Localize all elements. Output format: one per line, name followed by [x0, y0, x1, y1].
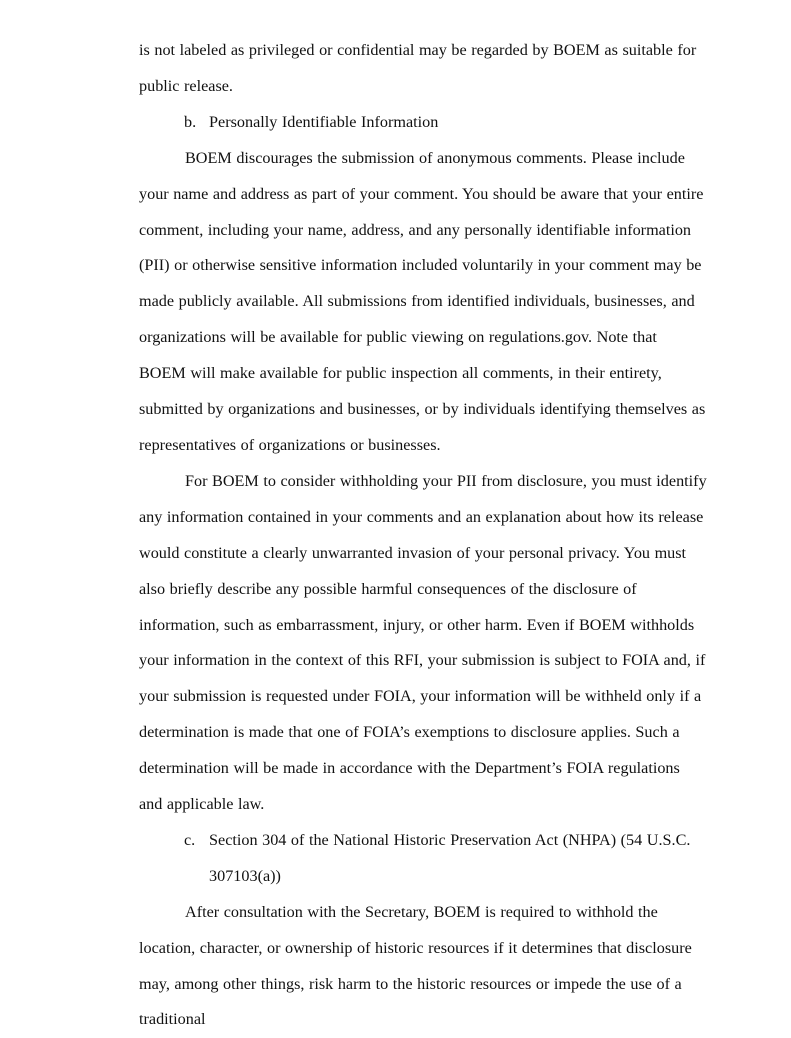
list-item [184, 823, 707, 895]
list-item [184, 105, 707, 141]
paragraph: For BOEM to consider withholding your PII from disclosure, you must identify any information contained in your comments and an explanation about how its release would constitute a clearly unwarranted invasion of your personal privacy. You must also briefly describe any possible harmful consequences of the disclosure of information, such as embarrassment, injury, or other harm. Even if BOEM withholds your information in the context of this RFI, your submission is subject to FOIA and, if your submission is requested under FOIA, your information will be withheld only if a determination is made that one of FOIA’s exemptions to disclosure applies. Such a determination will be made in accordance with the Department’s FOIA regulations and applicable law. [139, 471, 707, 814]
list-item-label: b. [184, 112, 197, 131]
paragraph: is not labeled as privileged or confidential may be regarded by BOEM as suitable for public release. [139, 41, 697, 95]
paragraph: After consultation with the Secretary, BOEM is required to withhold the location, character, or ownership of historic resources if it determines that disclosure may, among other things, risk harm to the historic resources or impede the use of a traditional [139, 902, 692, 1029]
paragraph: BOEM discourages the submission of anonymous comments. Please include your name and address as part of your comment. You should be aware that your entire comment, including your name, address, and any personally identifiable information (PII) or otherwise sensitive information included voluntarily in your comment may be made publicly available. All submissions from identified individuals, businesses, and organizations will be available for public viewing on regulations.gov. Note that BOEM will make available for public inspection all comments, in their entirety, submitted by organizations and businesses, or by individuals identifying themselves as representatives of organizations or businesses. [139, 148, 706, 454]
list-item-text: Section 304 of the National Historic Preservation Act (NHPA) (54 U.S.C. 307103(a)) [209, 830, 691, 885]
list-item-label: c. [184, 830, 196, 849]
list-item-text: Personally Identifiable Information [209, 112, 439, 131]
document-body [139, 33, 707, 1038]
